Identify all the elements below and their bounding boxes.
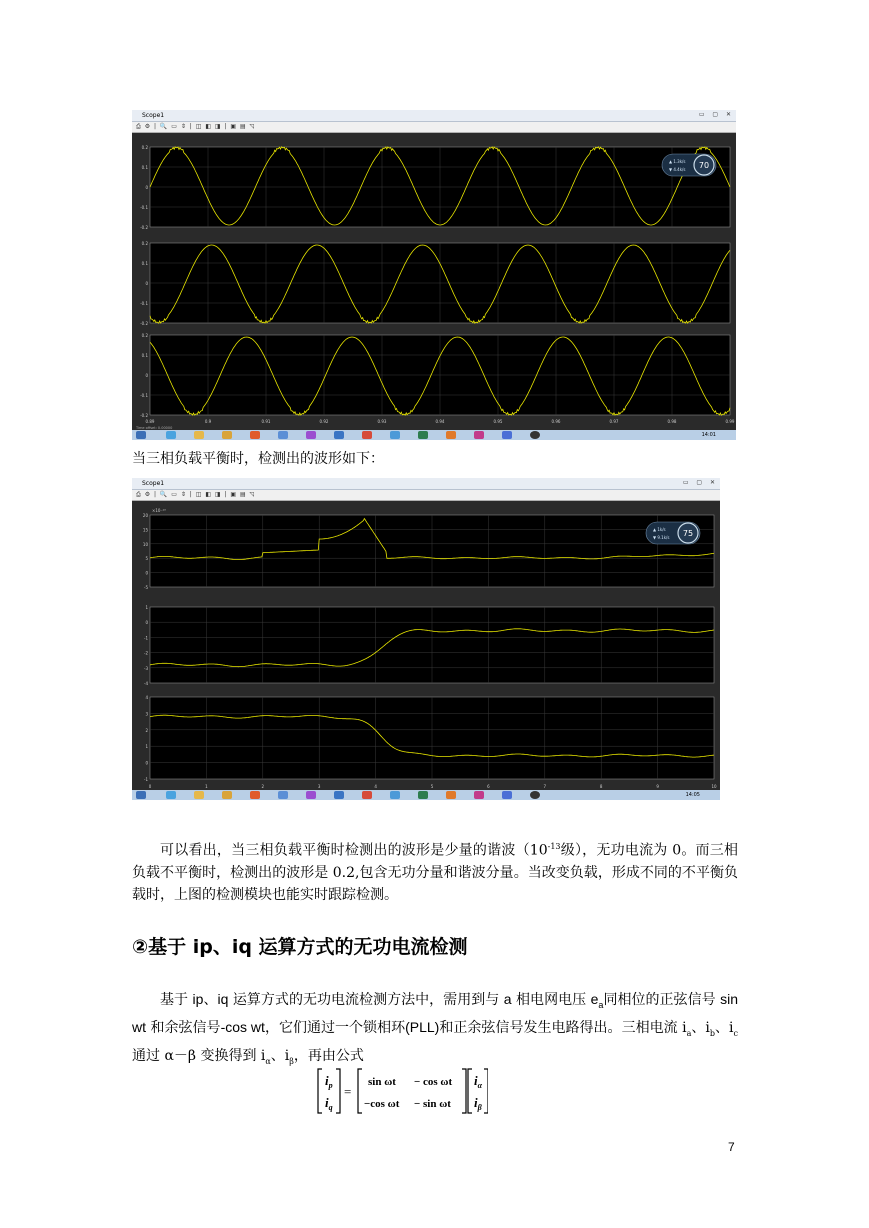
text: ，再由公式	[293, 1047, 364, 1064]
paragraph-ipiq-method	[132, 988, 738, 1072]
scope-titlebar	[132, 110, 736, 122]
scope2-x-tick-label: 0	[148, 784, 152, 789]
subscript: β	[289, 1056, 294, 1066]
text: e	[590, 991, 599, 1007]
scope2-x-tick-label: 7	[543, 784, 547, 789]
scope1-time-offset: Time offset: 0.00000	[136, 426, 173, 430]
text: ip、iq	[192, 991, 229, 1007]
scope2-net-widget-upload: ▲ 1k/s	[653, 527, 666, 532]
scope2-reactive-q-y-tick-label: -2	[144, 650, 148, 656]
ie-icon[interactable]	[166, 431, 176, 439]
start-icon[interactable]	[136, 431, 146, 439]
scope1-x-tick-label: 0.9	[204, 419, 212, 424]
scope-title: Scope1	[142, 480, 165, 487]
scope2-reactive-p-y-tick-label: 15	[142, 527, 148, 533]
start-icon[interactable]	[136, 791, 146, 799]
text: 相电网电压	[511, 992, 591, 1008]
scope1-phase-a-y-tick-label: 0	[145, 185, 148, 190]
matrix-m12: − cos ωt	[414, 1076, 453, 1088]
text: ，它们通过一个锁相环	[264, 1019, 406, 1036]
scope1-phase-c-y-tick-label: -0.2	[140, 413, 148, 418]
scope2-reactive-q-y-tick-label: 1	[145, 605, 148, 610]
app-icon[interactable]	[474, 431, 484, 439]
text: 运算方式的无功电流检测方法中，需用到与	[228, 992, 504, 1008]
scope1-x-tick-label: 0.99	[725, 419, 735, 424]
scope2-reactive-q-y-tick-label: 0	[145, 620, 148, 626]
scope2-reactive-p-y-tick-label: 20	[142, 513, 148, 518]
text: 和余弦信号	[146, 1019, 221, 1036]
scope2-reactive-q-y-tick-label: -3	[144, 665, 148, 671]
scope2-x-tick-label: 1	[205, 784, 208, 789]
scope-waveforms-balanced	[132, 133, 736, 430]
scope-toolbar[interactable]: ⎙ ⚙ | 🔍 ▭ ⇕ | ◫ ◧ ◨ | ▣ ▤ ◹	[132, 490, 720, 501]
page-number: 7	[728, 1140, 735, 1154]
scope2-x-tick-label: 10	[711, 784, 717, 789]
scope1-x-tick-label: 0.97	[609, 419, 619, 424]
scope-plot-area	[132, 501, 720, 790]
windows-taskbar	[132, 790, 720, 800]
scope2-x-tick-label: 9	[656, 784, 659, 789]
app-icon[interactable]	[222, 791, 232, 799]
scope1-x-tick-label: 0.95	[493, 419, 503, 424]
lhs-iq: $i_q$	[325, 1095, 333, 1112]
equals-sign: =	[344, 1084, 352, 1099]
text: 级），无功电流为 0。而三相负载不平衡时，检测出的波形是 0.2,包含无功分量和谐波分量。当改变负载，形成不同的不平衡负载时，上图的检测模块也能实时跟踪检测。	[132, 842, 738, 903]
scope2-reactive-p-y-tick-label: 5	[145, 556, 148, 562]
paragraph-result	[132, 836, 738, 906]
scope-screenshot-2	[132, 478, 720, 800]
app-icon[interactable]	[362, 431, 372, 439]
scope2-reactive-r-y-tick-label: 4	[145, 695, 148, 700]
scope1-phase-b-y-tick-label: 0.2	[141, 241, 148, 246]
scope1-x-tick-label: 0.93	[377, 419, 387, 424]
window-buttons[interactable]: ▭ ▢ ✕	[698, 111, 734, 118]
scope1-phase-a-y-tick-label: -0.1	[140, 205, 148, 210]
text: 和正余弦信号发生电路得出。三相电流 i	[439, 1019, 687, 1036]
scope2-reactive-p-y-tick-label: -5	[144, 585, 148, 590]
lhs-ip: $i_p$	[325, 1073, 333, 1090]
text: 通过 α－β 变换得到 i	[132, 1047, 266, 1064]
ip-iq-transform-formula	[316, 1066, 488, 1116]
scope1-x-tick-label: 0.92	[319, 419, 329, 424]
scope1-phase-a-y-tick-label: -0.2	[140, 225, 148, 230]
app-icon[interactable]	[278, 791, 288, 799]
scope2-net-widget-percent: 75	[682, 529, 694, 538]
app-icon[interactable]	[306, 791, 316, 799]
app-icon[interactable]	[250, 791, 260, 799]
app-icon[interactable]	[418, 431, 428, 439]
text: 、i	[691, 1019, 710, 1036]
text: 、i	[270, 1047, 290, 1064]
text: 、i	[715, 1019, 734, 1036]
scope1-phase-b-y-tick-label: -0.2	[140, 321, 148, 326]
app-icon[interactable]	[474, 791, 484, 799]
matrix-m11: sin ωt	[368, 1076, 396, 1088]
app-icon[interactable]	[250, 431, 260, 439]
scope2-x-tick-label: 8	[599, 784, 603, 789]
superscript: -13	[547, 842, 561, 851]
scope1-x-tick-label: 0.91	[261, 419, 271, 424]
matlab-icon[interactable]	[446, 431, 456, 439]
text: (PLL)	[405, 1018, 440, 1035]
matlab-icon[interactable]	[446, 791, 456, 799]
caption: 当三相负载平衡时，检测出的波形如下：	[132, 451, 384, 467]
app-icon[interactable]	[530, 791, 540, 799]
app-icon[interactable]	[502, 431, 512, 439]
text: a	[503, 991, 512, 1007]
scope1-phase-b-y-tick-label: 0	[145, 281, 148, 286]
scope1-phase-a-y-tick-label: 0.1	[141, 165, 148, 170]
text: sin wt	[132, 991, 739, 1035]
app-icon[interactable]	[390, 791, 400, 799]
scope2-reactive-r-y-tick-label: 1	[145, 744, 148, 750]
text: 可以看出，当三相负载平衡时检测出的波形是少量的谐波（10	[160, 842, 548, 859]
scope2-x-tick-label: 5	[430, 784, 434, 789]
scope1-phase-c-y-tick-label: 0.2	[141, 333, 148, 338]
scope2-reactive-q-y-tick-label: -1	[144, 635, 148, 641]
matrix-m21: −cos ωt	[364, 1098, 400, 1110]
taskbar-clock: 14:01	[701, 432, 716, 438]
scope1-x-tick-label: 0.94	[435, 419, 445, 424]
scope1-phase-b-y-tick-label: 0.1	[141, 261, 148, 266]
rhs-ibeta: $i_\beta$	[474, 1095, 482, 1112]
scope1-phase-a-y-tick-label: 0.2	[141, 145, 148, 150]
scope1-x-tick-label: 0.89	[145, 419, 155, 424]
app-icon[interactable]	[390, 431, 400, 439]
ie-icon[interactable]	[166, 791, 176, 799]
windows-taskbar	[132, 430, 736, 440]
app-icon[interactable]	[530, 431, 540, 439]
scope-waveforms-unbalanced	[132, 501, 720, 790]
rhs-ialpha: $i_\alpha$	[474, 1073, 483, 1090]
folder-icon[interactable]	[194, 791, 204, 799]
scope2-reactive-r-y-tick-label: 0	[145, 760, 148, 766]
scope1-phase-b-y-tick-label: -0.1	[140, 301, 148, 306]
scope2-x-tick-label: 6	[487, 784, 490, 789]
scope2-reactive-r-y-tick-label: 2	[145, 727, 148, 733]
scope2-reactive-p-y-tick-label: 10	[142, 541, 148, 547]
scope2-reactive-p-y-tick-label: 0	[145, 570, 148, 576]
matrix-m22: − sin ωt	[414, 1098, 451, 1110]
scope-title: Scope1	[142, 112, 165, 119]
section-heading: ②基于 ip、iq 运算方式的无功电流检测	[132, 936, 468, 958]
scope-plot-area	[132, 133, 736, 430]
scope1-phase-c-y-tick-label: -0.1	[140, 393, 148, 398]
text: -cos wt	[220, 1018, 265, 1035]
scope2-reactive-r-y-tick-label: 3	[145, 711, 148, 717]
subscript: α	[265, 1056, 271, 1066]
subscript: b	[709, 1028, 716, 1038]
app-icon[interactable]	[306, 431, 316, 439]
taskbar-clock: 14:05	[685, 792, 700, 798]
subscript: a	[598, 999, 604, 1010]
subscript: a	[686, 1028, 692, 1038]
app-icon[interactable]	[418, 791, 428, 799]
scope2-reactive-q-y-tick-label: -4	[144, 681, 148, 686]
scope1-net-widget-upload: ▲ 1.3k/s	[669, 159, 686, 164]
scope2-x-tick-label: 4	[374, 784, 377, 789]
app-icon[interactable]	[502, 791, 512, 799]
app-icon[interactable]	[334, 431, 344, 439]
folder-icon[interactable]	[194, 431, 204, 439]
scope1-net-widget-percent: 70	[698, 161, 710, 170]
text: 同相位的正弦信号	[603, 992, 721, 1008]
app-icon[interactable]	[278, 431, 288, 439]
app-icon[interactable]	[222, 431, 232, 439]
scope1-phase-c-y-tick-label: 0	[145, 373, 148, 378]
scope2-x-tick-label: 2	[261, 784, 265, 789]
scope1-phase-c-y-tick-label: 0.1	[141, 353, 148, 358]
scope-toolbar[interactable]: ⎙ ⚙ | 🔍 ▭ ⇕ | ◫ ◧ ◨ | ▣ ▤ ◹	[132, 122, 736, 133]
scope2-exponent-label: ×10⁻¹³	[152, 508, 166, 513]
app-icon[interactable]	[334, 791, 344, 799]
scope-titlebar	[132, 478, 720, 490]
subscript: c	[733, 1028, 739, 1038]
scope1-net-widget-download: ▼ 4.4k/s	[669, 167, 686, 172]
scope-screenshot-1	[132, 110, 736, 440]
scope2-x-tick-label: 3	[317, 784, 321, 789]
scope2-reactive-r-y-tick-label: -1	[144, 777, 148, 782]
text: 基于	[160, 992, 193, 1008]
scope1-x-tick-label: 0.98	[667, 419, 677, 424]
scope2-net-widget-download: ▼ 9.1k/s	[653, 535, 670, 540]
scope1-x-tick-label: 0.96	[551, 419, 561, 424]
window-buttons[interactable]: ▭ ▢ ✕	[682, 479, 718, 486]
app-icon[interactable]	[362, 791, 372, 799]
